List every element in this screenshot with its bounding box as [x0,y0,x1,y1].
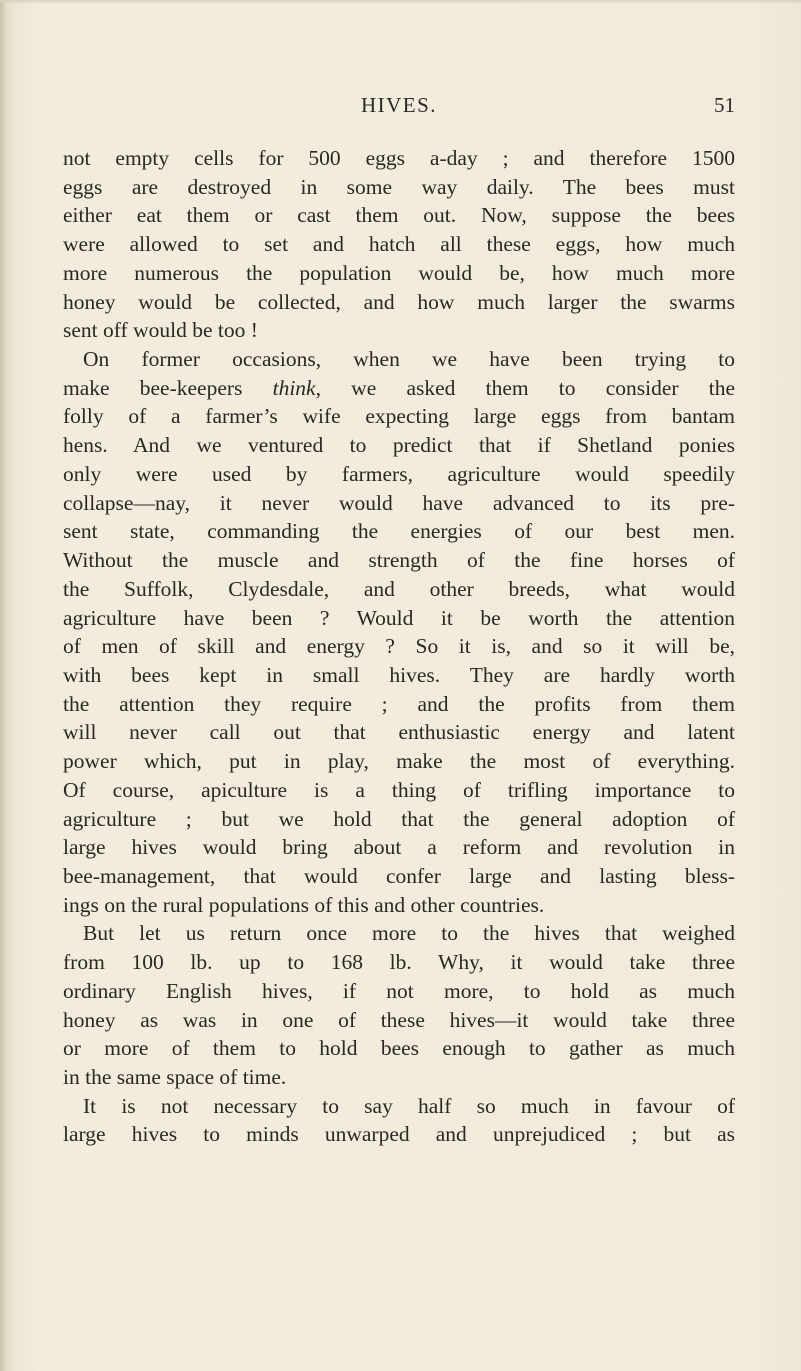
text-segment: with bees kept in small hives. They are hardly worth [63,662,735,687]
text-line [63,661,735,690]
text-segment: But let us return once more to the hives that weighed [83,921,735,946]
text-segment: honey would be collected, and how much larger the swarms [63,289,735,314]
text-segment: from 100 lb. up to 168 lb. Why, it would take three [63,950,735,975]
text-line [63,632,735,661]
text-line [63,977,735,1006]
text-segment: , we asked them to consider the [315,375,735,400]
text-segment: honey as was in one of these hives—it would take three [63,1007,735,1032]
text-line [63,919,735,948]
text-line [63,948,735,977]
text-segment: not empty cells for 500 eggs a-day ; and therefore 1500 [63,146,735,170]
text-line [63,546,735,575]
text-line [63,1092,735,1121]
text-line [63,718,735,747]
text-segment: agriculture have been ? Would it be worth the attention [63,605,735,630]
body-text [63,144,735,1149]
text-segment: ordinary English hives, if not more, to hold as much [63,978,735,1003]
text-segment: bee-management, that would confer large and lasting bless- [63,863,735,888]
text-line [63,316,735,345]
page-number: 51 [714,93,735,117]
spine-shadow [0,0,6,1371]
text-line [63,805,735,834]
text-line [63,288,735,317]
text-line [63,230,735,259]
text-segment: of men of skill and energy ? So it is, and so it will be, [63,634,735,659]
text-line [63,747,735,776]
text-line [63,259,735,288]
text-segment: in the same space of time. [63,1065,287,1089]
text-segment: or more of them to hold bees enough to gather as much [63,1036,735,1061]
text-segment: ings on the rural populations of this and other countries. [63,892,545,917]
text-line [63,862,735,891]
text-line [63,173,735,202]
text-segment: sent off would be too ! [63,318,258,343]
text-segment: only were used by farmers, agriculture would speedily [63,461,735,486]
text-line [63,431,735,460]
text-line [63,517,735,546]
text-segment: Without the muscle and strength of the fine horses of [63,548,735,573]
text-segment: sent state, commanding the energies of our best men. [63,519,735,544]
text-line [63,776,735,805]
text-line [63,1034,735,1063]
text-segment: power which, put in play, make the most of everything. [63,749,735,774]
text-segment: agriculture ; but we hold that the general adoption of [63,806,735,831]
text-segment: large hives would bring about a reform and revolution in [63,835,735,860]
text-line [63,575,735,604]
text-segment: the attention they require ; and the profits from them [63,691,735,716]
italic-text: think [272,375,316,400]
text-line [63,374,735,403]
text-line [63,1120,735,1149]
text-segment: the Suffolk, Clydesdale, and other breeds, what would [63,576,735,601]
text-segment: make bee-keepers [63,375,273,400]
text-line [63,201,735,230]
text-segment: It is not necessary to say half so much in favour of [83,1093,735,1118]
text-segment: will never call out that enthusiastic energy and latent [63,720,735,745]
text-line [63,891,735,920]
text-segment: hens. And we ventured to predict that if Shetland ponies [63,433,735,458]
text-line [63,345,735,374]
text-segment: eggs are destroyed in some way daily. The bees must [63,174,735,199]
running-title: HIVES. [360,93,438,117]
text-line [63,489,735,518]
running-head [63,92,735,118]
text-line [63,833,735,862]
text-segment: folly of a farmer’s wife expecting large eggs from bantam [63,404,735,429]
text-line [63,460,735,489]
text-segment: On former occasions, when we have been trying to [83,347,735,372]
text-line [63,144,735,173]
page-top-edge [0,0,801,4]
text-segment: were allowed to set and hatch all these eggs, how much [63,232,735,257]
text-segment: collapse—nay, it never would have advanced to its pre- [63,490,735,515]
text-line [63,604,735,633]
text-segment: Of course, apiculture is a thing of trifling importance to [63,777,735,802]
text-line [63,1006,735,1035]
text-line [63,402,735,431]
text-segment: either eat them or cast them out. Now, suppose the bees [63,203,735,228]
text-line [63,1063,735,1092]
text-line [63,690,735,719]
text-segment: more numerous the population would be, how much more [63,260,735,285]
text-segment: large hives to minds unwarped and unprejudiced ; but as [63,1122,735,1147]
